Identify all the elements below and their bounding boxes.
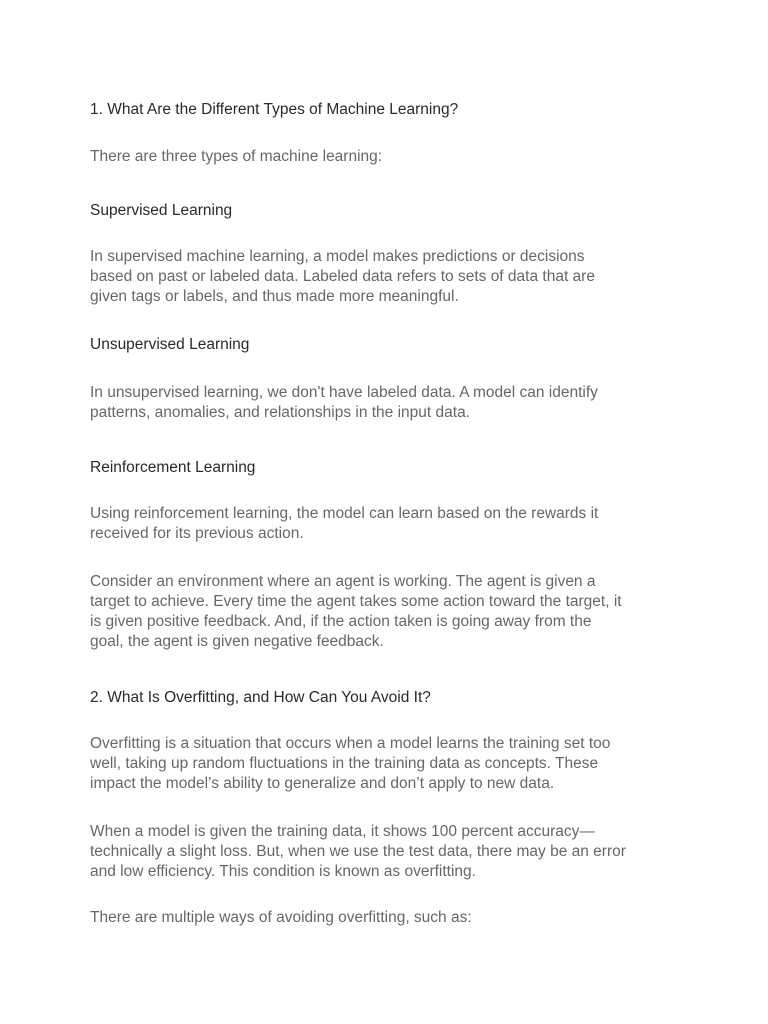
environment-line-1: Consider an environment where an agent is working. The agent is given a	[90, 573, 596, 590]
accuracy-line-3: and low efficiency. This condition is known as overfitting.	[90, 863, 476, 880]
environment-line-2: target to achieve. Every time the agent takes some action toward the target, it	[90, 593, 622, 610]
question-1-intro-text: There are three types of machine learning:	[90, 148, 383, 165]
overfitting-line-2: well, taking up random fluctuations in the training data as concepts. These	[90, 755, 599, 772]
unsupervised-line-1: In unsupervised learning, we don't have labeled data. A model can identify	[90, 384, 598, 401]
overfitting-line-3: impact the model’s ability to generalize and don’t apply to new data.	[90, 775, 555, 792]
unsupervised-paragraph	[90, 383, 690, 423]
unsupervised-line-2: patterns, anomalies, and relationships in the input data.	[90, 404, 470, 421]
question-1-intro	[90, 147, 690, 167]
supervised-line-2: based on past or labeled data. Labeled data refers to sets of data that are	[90, 268, 595, 285]
supervised-heading-text: Supervised Learning	[90, 202, 233, 219]
supervised-line-1: In supervised machine learning, a model makes predictions or decisions	[90, 248, 585, 265]
unsupervised-heading	[90, 335, 690, 355]
environment-line-4: goal, the agent is given negative feedback.	[90, 633, 384, 650]
supervised-paragraph	[90, 247, 690, 307]
environment-paragraph	[90, 572, 690, 652]
overfitting-paragraph	[90, 734, 690, 794]
question-2-title	[90, 688, 690, 708]
overfitting-line-1: Overfitting is a situation that occurs when a model learns the training set too	[90, 735, 611, 752]
question-1-title	[90, 100, 690, 120]
question-2-title-text: 2. What Is Overfitting, and How Can You Avoid It?	[90, 689, 431, 706]
reinforcement-paragraph	[90, 504, 690, 544]
accuracy-paragraph	[90, 822, 690, 882]
reinforcement-heading-text: Reinforcement Learning	[90, 459, 256, 476]
supervised-line-3: given tags or labels, and thus made more meaningful.	[90, 288, 459, 305]
unsupervised-heading-text: Unsupervised Learning	[90, 336, 250, 353]
avoid-overfitting-intro	[90, 908, 690, 928]
question-1-title-text: 1. What Are the Different Types of Machine Learning?	[90, 101, 459, 118]
accuracy-line-2: technically a slight loss. But, when we use the test data, there may be an error	[90, 843, 626, 860]
avoid-overfitting-intro-text: There are multiple ways of avoiding overfitting, such as:	[90, 909, 472, 926]
environment-line-3: is given positive feedback. And, if the action taken is going away from the	[90, 613, 592, 630]
reinforcement-line-2: received for its previous action.	[90, 525, 304, 542]
accuracy-line-1: When a model is given the training data, it shows 100 percent accuracy—	[90, 823, 595, 840]
reinforcement-heading	[90, 458, 690, 478]
supervised-heading	[90, 201, 690, 221]
reinforcement-line-1: Using reinforcement learning, the model can learn based on the rewards it	[90, 505, 599, 522]
